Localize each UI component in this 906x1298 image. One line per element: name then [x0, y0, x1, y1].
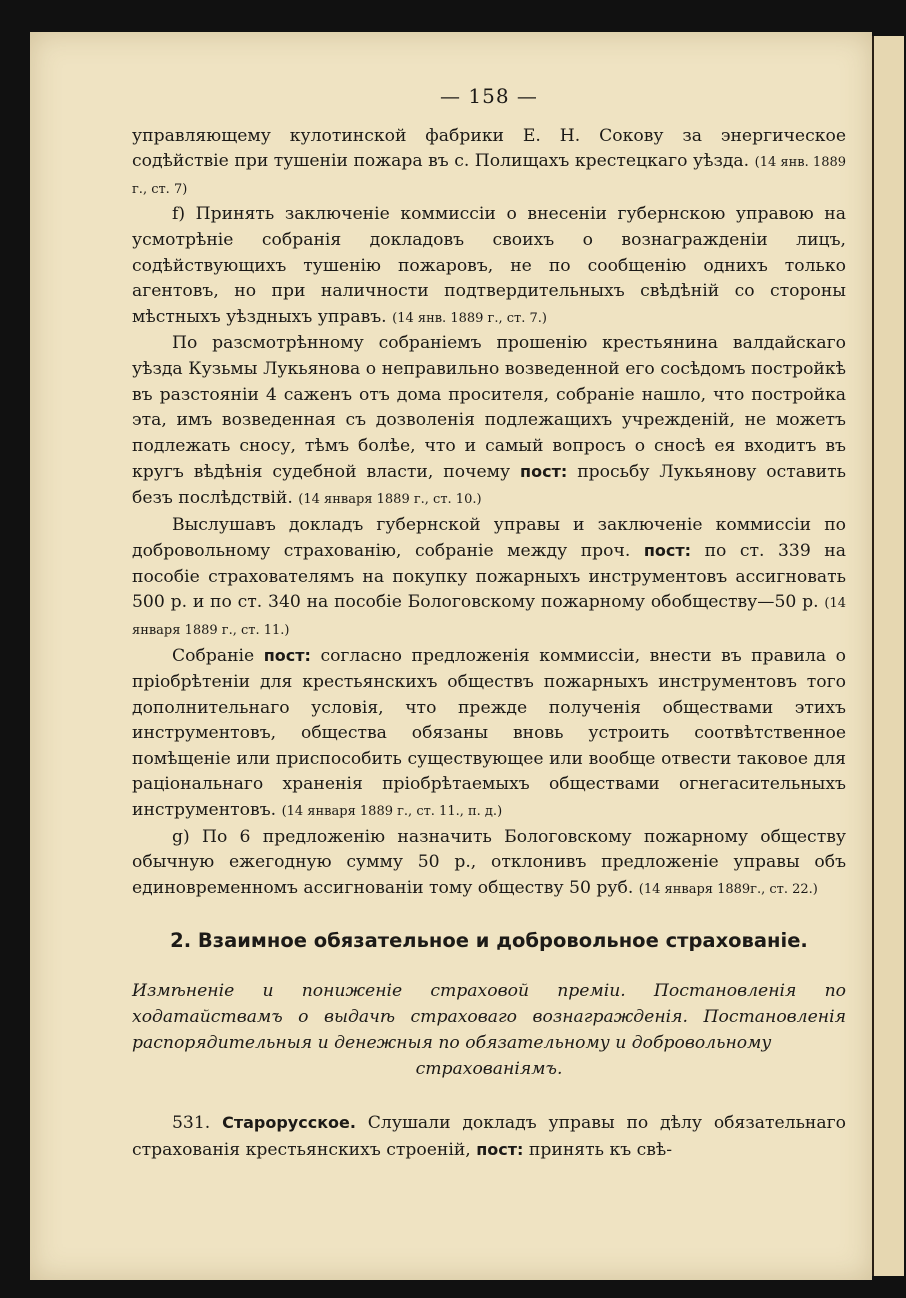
paragraph-5: [132, 643, 846, 824]
reference: (14 января 1889 г., ст. 11.): [132, 596, 846, 638]
paragraph-text: согласно предложенія коммиссіи, внести въ правила о пріобрѣтеніи для крестьянскихъ обществъ пожарныхъ инструментовъ того дополнительнаго условія, что прежде полученія обществами этихъ инструментовъ, общества обязаны вновь устроить соотвѣтственное помѣщеніе или приспособить существующее или вообще отвести таковое для раціональнаго храненія пріобрѣтаемыхъ обществами огнегасительныхъ инструментовъ.: [132, 646, 847, 821]
resolution-keyword: пост:: [520, 462, 568, 482]
paragraph-text: g) По 6 предложенію назначить Бологовскому пожарному обществу обычную ежегодную сумму 50 р., отклонивъ предложеніе управы объ единовременномъ ассигнованіи тому обществу 50 руб.: [132, 826, 846, 898]
resolution-keyword: пост:: [476, 1139, 524, 1159]
paragraph-text: Выслушавъ докладъ губернской управы и заключеніе коммиссіи по добровольному страхованію, собраніе между проч.: [132, 514, 846, 562]
paragraph-6: [132, 825, 846, 903]
reference: (14 января 1889 г., ст. 10.): [298, 491, 482, 507]
paragraph-3: [132, 331, 846, 512]
entry-place: Старорусское.: [222, 1113, 356, 1132]
summary-text-end: страхованіямъ.: [415, 1059, 563, 1079]
entry-531: [132, 1110, 846, 1163]
next-page-edge: [872, 36, 904, 1276]
reference: (14 янв. 1889 г., ст. 7): [132, 155, 847, 197]
reference: (14 янв. 1889 г., ст. 7.): [392, 310, 547, 326]
entry-number: 531.: [172, 1113, 211, 1133]
section-title: 2. Взаимное обязательное и добровольное страхованіе.: [170, 929, 808, 953]
paragraph-1: [132, 124, 846, 203]
section-summary: [132, 978, 846, 1082]
paragraph-4: [132, 513, 846, 644]
paragraph-text: по ст. 339 на пособіе страхователямъ на покупку пожарныхъ инструментовъ ассигновать 500 р. и по ст. 340 на пособіе Бологовскому пожарному обобществу—50 р.: [132, 541, 847, 613]
reference: (14 января 1889 г., ст. 11., п. д.): [281, 804, 503, 820]
paragraph-text: принять къ свѣ-: [528, 1139, 673, 1160]
paragraph-2: [132, 202, 846, 331]
paragraph-text: просьбу Лукьянову оставить безъ послѣдствій.: [132, 462, 847, 508]
summary-text: Измѣненіе и пониженіе страховой преміи. Постановленія по ходатайствамъ о выдачѣ страховаго вознагражденія. Постановленія распорядительныя и денежныя по обязательному и добровольному: [132, 981, 846, 1053]
paragraph-text: Собраніе: [172, 646, 255, 667]
reference: (14 января 1889г., ст. 22.): [638, 881, 818, 897]
book-page: [30, 32, 872, 1280]
paragraph-text: По разсмотрѣнному собраніемъ прошенію крестьянина валдайскаго уѣзда Кузьмы Лукьянова о неправильно возведенной его сосѣдомъ постройкѣ въ разстояніи 4 саженъ отъ дома просителя, собраніе нашло, что постройка эта, имъ возведенная съ дозволенія подлежащихъ учрежденій, не можетъ подлежать сносу, тѣмъ болѣе, что и самый вопросъ о сносѣ ея входитъ въ кругъ вѣдѣнія судебной власти, почему: [132, 333, 846, 483]
resolution-keyword: пост:: [643, 541, 692, 561]
page-content: [132, 84, 846, 1163]
paragraph-text: Слушали докладъ управы по дѣлу обязательнаго страхованія крестьянскихъ строеній,: [132, 1113, 846, 1160]
paragraph-text: управляющему кулотинской фабрики Е. Н. Сокову за энергическое содѣйствіе при тушеніи пожара въ с. Полищахъ крестецкаго уѣзда.: [132, 125, 846, 172]
resolution-keyword: пост:: [263, 646, 311, 666]
page-number: — 158 —: [440, 84, 538, 108]
paragraph-text: f) Принять заключеніе коммиссіи о внесеніи губернскою управою на усмотрѣніе собранія докладовъ своихъ о вознагражденіи лицъ, содѣйствующихъ тушенію пожаровъ, не по сообщенію однихъ только агентовъ, но при наличности подтвердительныхъ свѣдѣній со стороны мѣстныхъ уѣздныхъ управъ.: [132, 204, 846, 327]
